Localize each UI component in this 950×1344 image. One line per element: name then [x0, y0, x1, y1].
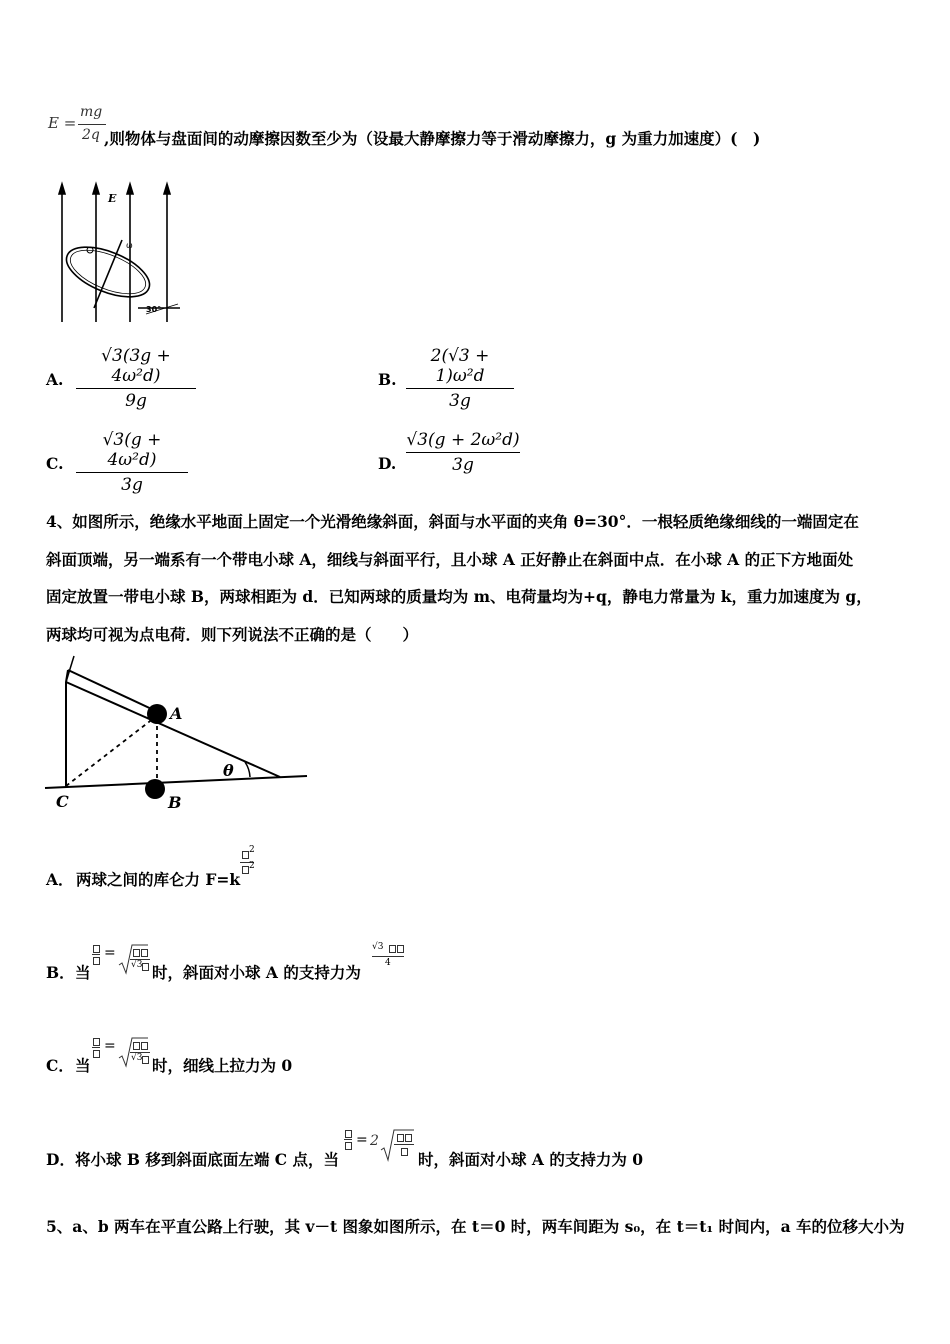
q5-text: 5、a、b 两车在平直公路上行驶，其 v－t 图象如图所示，在 t＝0 时，两车间距为 s₀，在 t＝t₁ 时间内，a 车的位移大小为 — [46, 1217, 905, 1236]
slope-top — [66, 682, 280, 777]
figure-q4 — [40, 652, 315, 817]
q4-stem — [46, 503, 916, 653]
option-pre: 当 — [75, 1056, 91, 1075]
option-label: D. — [378, 454, 397, 473]
label-c: C — [56, 792, 69, 811]
fraction-glyph: 2 2 — [240, 848, 256, 880]
label-a: A — [170, 704, 183, 723]
formula-den: 2q — [82, 127, 100, 143]
label-theta: θ — [223, 761, 234, 780]
ratio-glyph: = 2 — [344, 1128, 420, 1164]
q4-line: 两球均可视为点电荷．则下列说法不正确的是（ ） — [46, 624, 419, 644]
option-label: D． — [46, 1150, 75, 1169]
label-b: B — [168, 793, 182, 812]
option-mid: 时，斜面对小球 A 的支持力为 — [152, 963, 361, 982]
ball-b — [145, 779, 165, 799]
option-formula: $\frac{\text{2(√3 + 1)ω²d}}{3g}$ — [406, 346, 514, 411]
coefficient: 2 — [370, 1133, 379, 1149]
ball-a — [147, 704, 167, 724]
option-pre: 将小球 B 移到斜面底面左端 C 点，当 — [75, 1150, 340, 1169]
formula-num: mg — [80, 104, 103, 120]
option-formula: $\frac{\text{√3(3g + 4ω²d)}}{9g}$ — [76, 346, 196, 411]
option-label: A． — [46, 870, 74, 889]
svg-text:ω: ω — [126, 241, 133, 250]
e-label: E — [108, 192, 117, 205]
option-text: 两球之间的库仑力 F=k — [76, 870, 241, 889]
q4-line: 固定放置一带电小球 B，两球相距为 d．已知两球的质量均为 m、电荷量均为+q，静电力常量为 k，重力加速度为 g， — [46, 587, 872, 606]
string-line — [68, 670, 158, 712]
top-text: ,则物体与盘面间的动摩擦因数至少为（设最大静摩擦力等于滑动摩擦力，g 为重力加速度）( ) — [104, 129, 761, 148]
figure-q3 — [50, 180, 190, 330]
option-label: C. — [46, 454, 64, 473]
option-formula: $\frac{\text{√3(g + 2ω²d)}}{3g}$ — [406, 430, 520, 475]
option-formula: $\frac{\text{√3(g + 4ω²d)}}{3g}$ — [76, 430, 188, 495]
top-formula — [48, 104, 108, 150]
option-label: A. — [46, 370, 64, 389]
angle-label: 30° — [146, 305, 162, 314]
option-mid: 时，斜面对小球 A 的支持力为 0 — [418, 1150, 644, 1169]
option-label: B. — [378, 370, 397, 389]
option-label: C． — [46, 1056, 74, 1075]
option-label: B． — [46, 963, 75, 982]
q4-line: 斜面顶端，另一端系有一个带电小球 A，细线与斜面平行，且小球 A 正好静止在斜面中点．在小球 A 的正下方地面处 — [46, 549, 854, 569]
formula-lhs: E = — [48, 114, 77, 132]
q4-line: 4、如图所示，绝缘水平地面上固定一个光滑绝缘斜面，斜面与水平面的夹角 θ=30°．一根轻质绝缘细线的一端固定在 — [46, 512, 859, 531]
dashed-diagonal — [66, 718, 154, 786]
ratio-glyph: = √3 — [92, 943, 152, 977]
ground-line — [45, 776, 307, 788]
option-pre: 当 — [75, 963, 91, 982]
fraction-glyph: √3 4 — [372, 942, 406, 974]
ratio-glyph: = √3 — [92, 1036, 152, 1070]
option-mid: 时，细线上拉力为 0 — [152, 1056, 293, 1075]
